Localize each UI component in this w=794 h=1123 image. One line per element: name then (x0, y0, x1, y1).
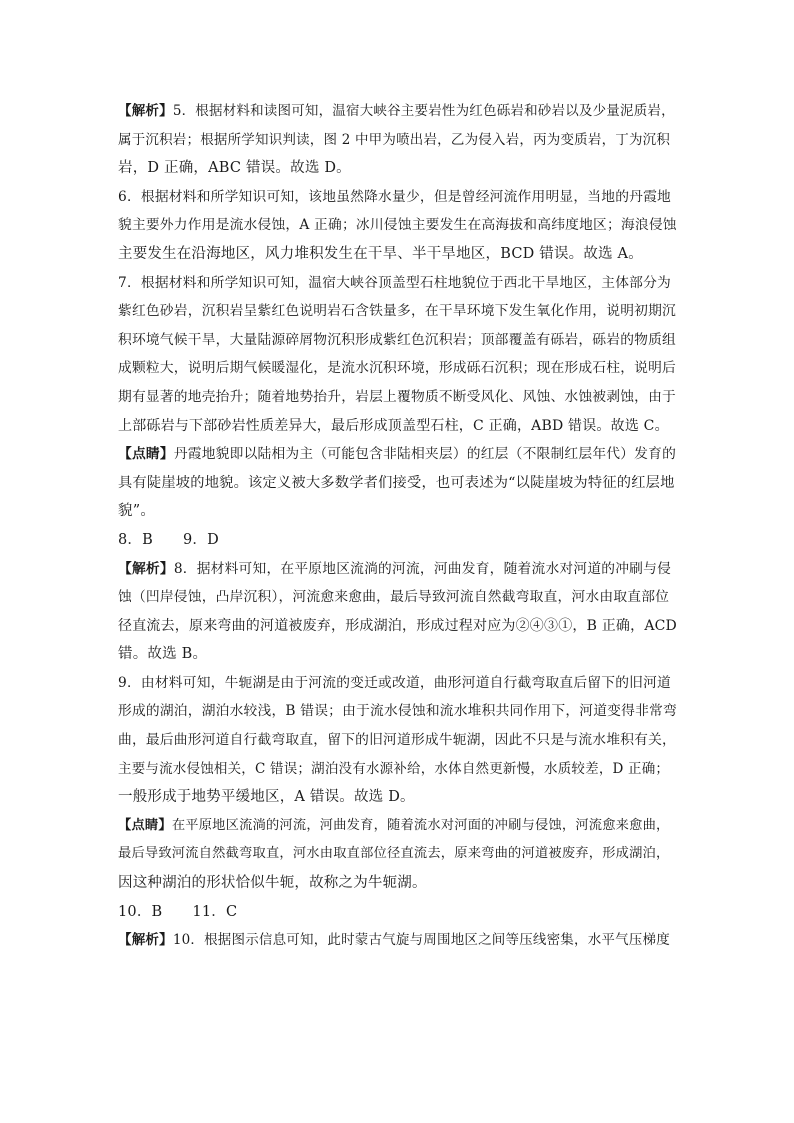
line-text: 8．据材料可知，在平原地区流淌的河流，河曲发育，随着流水对河道的冲刷与侵 (173, 560, 672, 577)
answer-key-line (118, 898, 678, 927)
section-tag: 【解析】 (118, 560, 174, 577)
text-line (118, 126, 678, 155)
section-tag: 【点睛】 (118, 446, 174, 463)
line-text: 积环境气候干旱，大量陆源碎屑物沉积形成紫红色沉积岩；顶部覆盖有砾岩，砾岩的物质组 (118, 331, 677, 348)
line-text: 径直流去，原来弯曲的河道被废弃，形成湖泊，形成过程对应为②④③①，B 正确，ACD (118, 617, 677, 634)
text-line (118, 840, 678, 869)
line-text: 最后导致河流自然截弯取直，河水由取直部位径直流去，原来弯曲的河道被废弃，形成湖泊， (118, 846, 670, 862)
answer-key: 11．C (192, 903, 238, 920)
text-line (118, 926, 678, 955)
line-text: 具有陡崖坡的地貌。该定义被大多数学者们接受，也可表述为“以陡崖坡为特征的红层地 (118, 474, 675, 491)
text-line (118, 812, 678, 841)
text-line (118, 697, 678, 726)
text-line (118, 240, 678, 269)
line-text: 在平原地区流淌的河流，河曲发育，随着流水对河面的冲刷与侵蚀，河流愈来愈曲， (171, 817, 670, 833)
line-text: 形成的湖泊，湖泊水较浅，B 错误；由于流水侵蚀和流水堆积共同作用下，河道变得非常弯 (118, 703, 677, 720)
section-tag: 【点睛】 (118, 817, 172, 833)
text-line (118, 269, 678, 298)
text-line (118, 211, 678, 240)
line-text: 貌主要外力作用是流水侵蚀，A 正确；冰川侵蚀主要发生在高海拔和高纬度地区；海浪侵蚀 (118, 217, 677, 234)
text-line (118, 497, 678, 526)
line-text: 岩，D 正确，ABC 错误。故选 D。 (118, 160, 351, 177)
text-line (118, 783, 678, 812)
line-text: 因这种湖泊的形状恰似牛轭，故称之为牛轭湖。 (118, 875, 427, 892)
line-text: 5．根据材料和读图可知，温宿大峡谷主要岩性为红色砾岩和砂岩以及少量泥质岩， (172, 103, 675, 119)
line-text: 期有显著的地壳抬升；随着地势抬升，岩层上覆物质不断受风化、风蚀、水蚀被剥蚀，由于 (118, 388, 677, 405)
text-line (118, 154, 678, 183)
answer-key-line (118, 526, 678, 555)
line-text: 属于沉积岩；根据所学知识判读，图 2 中甲为喷出岩，乙为侵入岩，丙为变质岩，丁为沉积 (118, 131, 671, 148)
text-line (118, 183, 678, 212)
text-line (118, 755, 678, 784)
answer-explanation-text (118, 97, 678, 955)
text-line (118, 555, 678, 584)
text-line (118, 669, 678, 698)
text-line (118, 326, 678, 355)
line-text: 主要发生在沿海地区，风力堆积发生在干旱、半干旱地区，BCD 错误。故选 A。 (118, 245, 643, 262)
text-line (118, 354, 678, 383)
line-text: 蚀（凹岸侵蚀，凸岸沉积），河流愈来愈曲，最后导致河流自然截弯取直，河水由取直部位 (118, 589, 670, 606)
line-text: 10．根据图示信息可知，此时蒙古气旋与周围地区之间等压线密集，水平气压梯度 (172, 932, 670, 949)
line-text: 上部砾岩与下部砂岩性质差异大，最后形成顶盖型石柱，C 正确，ABD 错误。故选 C。 (118, 417, 669, 434)
text-line (118, 383, 678, 412)
text-line (118, 440, 678, 469)
text-line (118, 469, 678, 498)
line-text: 丹霞地貌即以陆相为主（可能包含非陆相夹层）的红层（不限制红层年代）发育的 (173, 446, 677, 463)
text-line (118, 412, 678, 441)
line-text: 一般形成于地势平缓地区，A 错误。故选 D。 (118, 789, 415, 806)
line-text: 9．由材料可知，牛轭湖是由于河流的变迁或改道，曲形河道自行截弯取直后留下的旧河道 (118, 674, 672, 691)
line-text: 7．根据材料和所学知识可知，温宿大峡谷顶盖型石柱地貌位于西北干旱地区，主体部分为 (118, 274, 672, 291)
text-line (118, 640, 678, 669)
text-line (118, 869, 678, 898)
line-text: 曲，最后曲形河道自行截弯取直，留下的旧河道形成牛轭湖，因此不只是与流水堆积有关， (118, 732, 677, 749)
line-text: 成颗粒大，说明后期气候暖湿化，是流水沉积环境，形成砾石沉积；现在形成石柱，说明后 (118, 360, 677, 377)
line-text: 紫红色砂岩，沉积岩呈紫红色说明岩石含铁量多，在干旱环境下发生氧化作用，说明初期沉 (118, 303, 677, 320)
section-tag: 【解析】 (118, 932, 173, 949)
text-line (118, 297, 678, 326)
line-text: 主要与流水侵蚀相关，C 错误；湖泊没有水源补给，水体自然更新慢，水质较差，D 正确； (118, 760, 670, 777)
line-text: 错。故选 B。 (118, 646, 208, 663)
text-line (118, 612, 678, 641)
answer-key: 9．D (182, 531, 219, 548)
text-line (118, 583, 678, 612)
document-page (118, 97, 678, 955)
line-text: 貌”。 (118, 503, 156, 520)
answer-key: 10．B (118, 903, 163, 920)
section-tag: 【解析】 (118, 103, 173, 119)
text-line (118, 726, 678, 755)
answer-key: 8．B (118, 531, 153, 548)
line-text: 6．根据材料和所学知识可知，该地虽然降水量少，但是曾经河流作用明显，当地的丹霞地 (118, 188, 672, 205)
text-line (118, 97, 678, 126)
